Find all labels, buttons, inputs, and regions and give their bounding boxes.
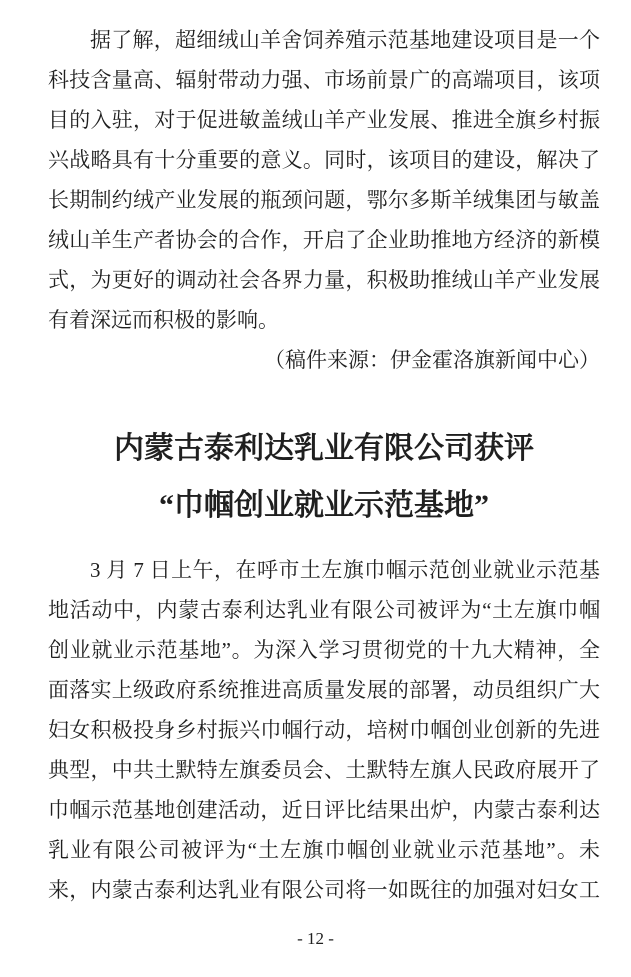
page-number: - 12 -: [297, 929, 334, 948]
body-text-line: 式，为更好的调动社会各界力量，积极助推绒山羊产业发展: [48, 268, 600, 292]
body-text-line: 乳业有限公司被评为“土左旗巾帼创业就业示范基地”。未: [48, 838, 600, 862]
article2-title: [48, 420, 600, 534]
body-text-line: 创业就业示范基地”。为深入学习贯彻党的十九大精神，全: [48, 638, 600, 662]
source-attribution: （稿件来源：伊金霍洛旗新闻中心）: [264, 348, 600, 372]
body-text-line: 妇女积极投身乡村振兴巾帼行动，培树巾帼创业创新的先进: [48, 718, 600, 742]
body-text-line: 据了解，超细绒山羊舍饲养殖示范基地建设项目是一个: [90, 28, 600, 52]
body-text-line: 面落实上级政府系统推进高质量发展的部署，动员组织广大: [48, 678, 600, 702]
body-text-line: 目的入驻，对于促进敏盖绒山羊产业发展、推进全旗乡村振: [48, 108, 600, 132]
body-text-line: 典型，中共土默特左旗委员会、土默特左旗人民政府展开了: [48, 758, 600, 782]
body-text-line: 有着深远而积极的影响。: [48, 308, 279, 332]
article-title-line: 内蒙古泰利达乳业有限公司获评: [114, 432, 534, 465]
article1-paragraph: [48, 20, 600, 340]
body-text-line: 兴战略具有十分重要的意义。同时，该项目的建设，解决了: [48, 148, 600, 172]
article2-paragraph: [48, 550, 600, 910]
body-text-line: 来，内蒙古泰利达乳业有限公司将一如既往的加强对妇女工: [48, 878, 600, 902]
body-text-line: 地活动中，内蒙古泰利达乳业有限公司被评为“土左旗巾帼: [48, 598, 600, 622]
body-text-line: 科技含量高、辐射带动力强、市场前景广的高端项目，该项: [48, 68, 600, 92]
body-text-line: 巾帼示范基地创建活动，近日评比结果出炉，内蒙古泰利达: [48, 798, 600, 822]
body-text-line: 长期制约绒产业发展的瓶颈问题，鄂尔多斯羊绒集团与敏盖: [48, 188, 600, 212]
body-text-line: 绒山羊生产者协会的合作，开启了企业助推地方经济的新模: [48, 228, 600, 252]
body-text-line: 3 月 7 日上午，在呼市土左旗巾帼示范创业就业示范基: [90, 558, 600, 582]
page-content: [48, 20, 600, 910]
article-title-line: “巾帼创业就业示范基地”: [159, 489, 489, 522]
